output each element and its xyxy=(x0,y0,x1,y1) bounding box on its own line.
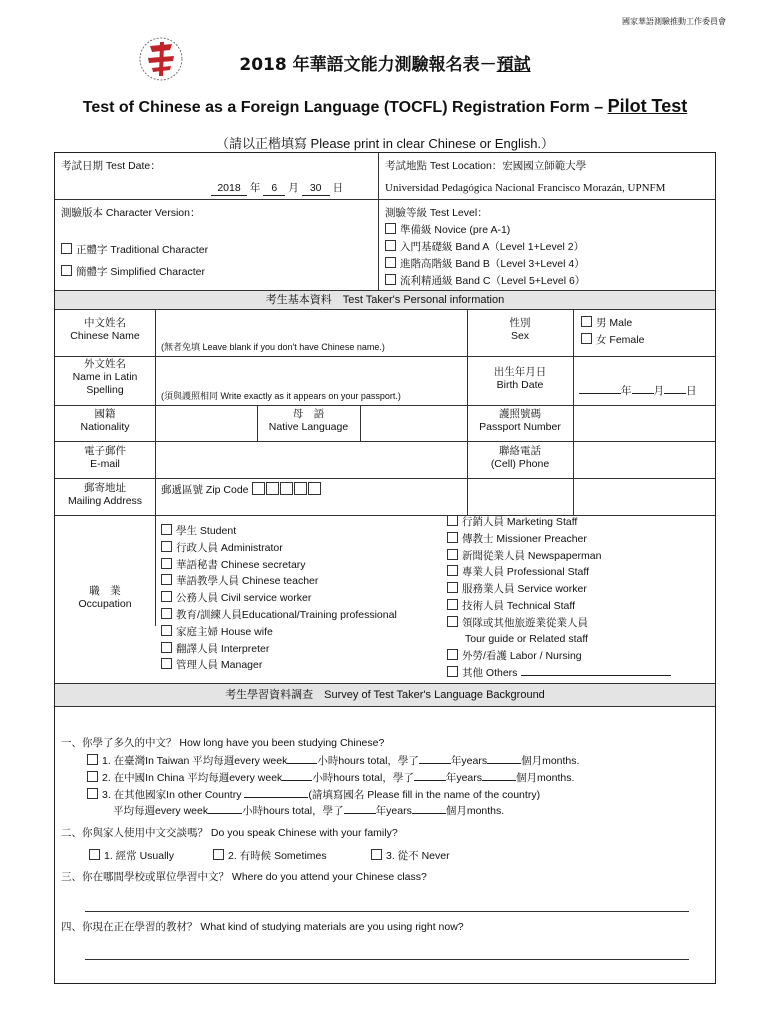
occupation-tour-en: Tour guide or Related staff xyxy=(465,632,588,645)
q2-text: 二、你與家人使用中文交談嗎？ Do you speak Chinese with your family? xyxy=(61,827,398,839)
sex-male-option[interactable]: 男 Male xyxy=(581,316,632,330)
checkbox-icon xyxy=(447,565,458,576)
level-band-c[interactable]: 流利精通級 Band C（Level 5+Level 6） xyxy=(385,274,585,288)
checkbox-icon xyxy=(161,541,172,552)
checkbox-icon xyxy=(161,558,172,569)
instruction-note: （請以正楷填寫 Please print in clear Chinese or English.） xyxy=(215,136,555,151)
checkbox-icon xyxy=(161,524,172,535)
occupation-option[interactable]: 領隊或其他旅遊業從業人員 xyxy=(447,616,671,633)
occupation-left-list xyxy=(161,524,397,675)
checkbox-icon xyxy=(447,515,458,526)
checkbox-icon xyxy=(161,658,172,669)
option-traditional[interactable]: 正體字 Traditional Character xyxy=(61,243,208,257)
occupation-option[interactable]: 服務業人員 Service worker xyxy=(447,582,671,599)
occupation-option[interactable]: 學生 Student xyxy=(161,524,397,541)
checkbox-icon xyxy=(447,549,458,560)
checkbox-icon xyxy=(385,257,396,268)
personal-info-heading: 考生基本資料 Test Taker's Personal information xyxy=(55,290,715,310)
checkbox-icon xyxy=(87,788,98,799)
test-date-year: 2018 xyxy=(211,182,247,196)
sex-female-option[interactable]: 女 Female xyxy=(581,333,644,347)
q2-sometimes[interactable]: 2. 有時候 Sometimes xyxy=(213,849,327,863)
occupation-option[interactable]: 行政人員 Administrator xyxy=(161,541,397,558)
q1-taiwan-row[interactable]: 1. 在臺灣In Taiwan 平均每週every week 小時hours total，學了 年years 個月months. xyxy=(87,754,579,768)
checkbox-icon xyxy=(161,574,172,585)
latin-name-label: 外文姓名 Name in Latin Spelling xyxy=(72,358,138,397)
chinese-name-hint: (無者免填 Leave blank if you don't have Chinese name.) xyxy=(161,342,385,352)
option-simplified[interactable]: 簡體字 Simplified Character xyxy=(61,265,205,279)
chinese-name-label: 中文姓名 Chinese Name xyxy=(70,317,140,343)
q1-china-row[interactable]: 2. 在中國In China 平均每週every week 小時hours total，學了 年years 個月months. xyxy=(87,771,574,785)
test-date-label: 考試日期 Test Date： xyxy=(61,160,161,172)
title-zh xyxy=(0,50,770,75)
checkbox-icon xyxy=(161,642,172,653)
email-label: 電子郵件 E-mail xyxy=(84,445,126,471)
level-band-a[interactable]: 入門基礎級 Band A（Level 1+Level 2） xyxy=(385,240,584,254)
title-zh-pilot: 預試 xyxy=(496,55,531,75)
occupation-option[interactable]: 管理人員 Manager xyxy=(161,658,397,675)
occupation-option[interactable]: 行銷人員 Marketing Staff xyxy=(447,515,671,532)
title-en xyxy=(0,96,770,117)
occupation-option[interactable]: 其他 Others xyxy=(447,666,671,683)
checkbox-icon xyxy=(385,223,396,234)
occupation-option[interactable]: 技術人員 Technical Staff xyxy=(447,599,671,616)
occupation-option[interactable]: 華語教學人員 Chinese teacher xyxy=(161,574,397,591)
checkbox-icon xyxy=(371,849,382,860)
checkbox-icon xyxy=(581,316,592,327)
registration-form xyxy=(54,152,716,984)
test-location-label: 考試地點 Test Location：宏國國立師範大學 xyxy=(385,160,587,172)
checkbox-icon xyxy=(87,754,98,765)
q1-text: 一、你學了多久的中文？ How long have you been studying Chinese? xyxy=(61,737,385,749)
q4-answer-line[interactable] xyxy=(85,959,689,960)
mailing-address-label: 郵寄地址 Mailing Address xyxy=(67,482,143,508)
test-level-label: 測驗等級 Test Level： xyxy=(385,207,488,219)
title-zh-main: 2018 年華語文能力測驗報名表－ xyxy=(239,55,497,75)
occupation-option[interactable]: 外勞/看護 Labor / Nursing xyxy=(447,649,671,666)
q4-text: 四、你現在正在學習的教材？ What kind of studying materials are you using right now? xyxy=(61,921,464,933)
latin-name-hint: (須與護照相同 Write exactly as it appears on your passport.) xyxy=(161,391,401,401)
occupation-option[interactable]: 教育/訓練人員Educational/Training professional xyxy=(161,608,397,625)
occupation-option[interactable]: 專業人員 Professional Staff xyxy=(447,565,671,582)
q3-text: 三、你在哪間學校或單位學習中文？ Where do you attend your Chinese class? xyxy=(61,871,427,883)
checkbox-icon xyxy=(447,582,458,593)
test-date-month: 6 xyxy=(263,182,285,196)
zip-code-field[interactable]: 郵遞區號 Zip Code xyxy=(161,482,321,497)
phone-label: 聯絡電話 (Cell) Phone xyxy=(490,445,550,471)
q1-other-hours-row[interactable]: 平均每週every week 小時hours total，學了 年years 個月months. xyxy=(113,805,505,817)
checkbox-icon xyxy=(89,849,100,860)
birth-date-field[interactable]: 年 月 日 xyxy=(579,385,697,398)
q3-answer-line[interactable] xyxy=(85,911,689,912)
occupation-option[interactable]: 傳教士 Missioner Preacher xyxy=(447,532,671,549)
sex-label: 性別 Sex xyxy=(509,317,531,343)
checkbox-icon xyxy=(61,265,72,276)
checkbox-icon xyxy=(447,599,458,610)
checkbox-icon xyxy=(161,625,172,636)
checkbox-icon xyxy=(447,649,458,660)
checkbox-icon xyxy=(161,591,172,602)
checkbox-icon xyxy=(385,240,396,251)
checkbox-icon xyxy=(61,243,72,254)
occupation-option[interactable]: 新聞從業人員 Newspaperman xyxy=(447,549,671,566)
occupation-option[interactable]: 華語秘書 Chinese secretary xyxy=(161,558,397,575)
test-date-day: 30 xyxy=(302,182,330,196)
checkbox-icon xyxy=(87,771,98,782)
occupation-label: 職 業 Occupation xyxy=(78,585,132,611)
q2-never[interactable]: 3. 從不 Never xyxy=(371,849,450,863)
occupation-right-list xyxy=(447,515,671,683)
title-en-main: Test of Chinese as a Foreign Language (TOCFL) Registration Form – xyxy=(82,99,608,116)
checkbox-icon xyxy=(581,333,592,344)
checkbox-icon xyxy=(385,274,396,285)
level-band-b[interactable]: 進階高階級 Band B（Level 3+Level 4） xyxy=(385,257,585,271)
checkbox-icon xyxy=(161,608,172,619)
level-novice[interactable]: 準備級 Novice (pre A-1) xyxy=(385,223,510,237)
checkbox-icon xyxy=(447,666,458,677)
q2-usually[interactable]: 1. 經常 Usually xyxy=(89,849,174,863)
test-date-value[interactable]: 2018 年 6 月 30 日 xyxy=(211,182,343,196)
checkbox-icon xyxy=(213,849,224,860)
nationality-label: 國籍 Nationality xyxy=(80,408,130,434)
passport-label: 護照號碼 Passport Number xyxy=(479,408,561,434)
native-language-label: 母 語 Native Language xyxy=(268,408,349,434)
checkbox-icon xyxy=(447,616,458,627)
q1-other-row[interactable]: 3. 在其他國家In other Country (請填寫國名 Please fill in the name of the country) xyxy=(87,788,540,802)
birth-date-label: 出生年月日 Birth Date xyxy=(493,366,547,392)
survey-heading: 考生學習資料調查 Survey of Test Taker's Language Background xyxy=(55,683,715,707)
occupation-option[interactable]: 翻譯人員 Interpreter xyxy=(161,642,397,659)
occupation-option[interactable]: 家庭主婦 House wife xyxy=(161,625,397,642)
occupation-option[interactable]: 公務人員 Civil service worker xyxy=(161,591,397,608)
test-location-value: Universidad Pedagógica Nacional Francisco Morazán, UPNFM xyxy=(385,182,666,194)
character-version-label: 測驗版本 Character Version： xyxy=(61,207,201,219)
title-en-pilot: Pilot Test xyxy=(607,96,688,116)
checkbox-icon xyxy=(447,532,458,543)
org-name: 國家華語測驗推動工作委員會 xyxy=(622,17,726,26)
